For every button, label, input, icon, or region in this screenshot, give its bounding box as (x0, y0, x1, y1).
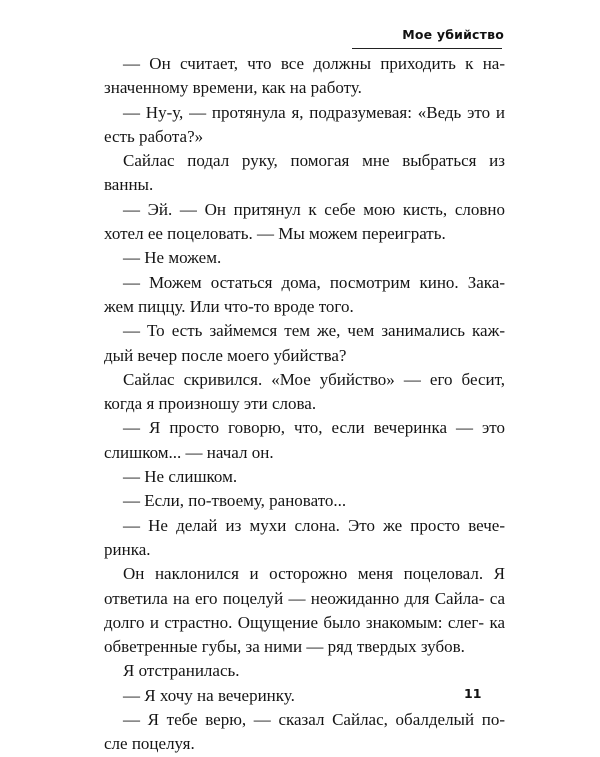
text-line: дый вечер после моего убийства? (104, 345, 347, 365)
text-line: — Эй. — Он притянул к себе мою кисть, словно (123, 199, 505, 219)
text-line: Я ответила на его поцелуй — неожиданно для Сайла- (104, 564, 505, 608)
text-line: — Я просто говорю, что, если вечеринка — это (123, 418, 505, 438)
text-line: сле поцелуя. (104, 734, 195, 754)
text-line: жем пиццу. Или что-то вроде того. (104, 296, 354, 316)
text-line: — Он считает, что все должны приходить к на- (123, 54, 505, 73)
text-block (104, 52, 505, 757)
text-line: слишком... — начал он. (104, 442, 274, 462)
paragraph (104, 319, 505, 368)
paragraph (104, 368, 505, 417)
running-head: Мое убийство (402, 27, 504, 42)
text-line: — Я тебе верю, — сказал Сайлас, обалделый по- (123, 710, 505, 730)
text-line: — Ну-у, — протянула я, подразумевая: «Ведь это (123, 102, 496, 122)
text-line: — Не слишком. (123, 467, 238, 487)
paragraph (104, 684, 505, 708)
paragraph (104, 708, 505, 757)
text-line: Сайлас скривился. «Мое убийство» — его бесит, (123, 369, 505, 389)
paragraph (104, 562, 505, 659)
text-line: — Я хочу на вечеринку. (123, 685, 295, 705)
text-line: — Если, по-твоему, рановато... (123, 491, 347, 511)
paragraph (104, 514, 505, 563)
text-line: Я отстранилась. (123, 661, 240, 681)
text-line: когда я произношу эти слова. (104, 394, 317, 414)
text-line: са долго и страстно. Ощущение было знакомым: слег- (104, 588, 506, 632)
text-line: Сайлас подал руку, помогая мне выбраться из (123, 151, 505, 171)
paragraph (104, 416, 505, 465)
paragraph (104, 271, 505, 320)
text-line: — Не можем. (123, 248, 222, 268)
text-line: — Не делай из мухи слона. Это же просто вече- (123, 515, 505, 535)
text-line: хотел ее поцеловать. — Мы можем переиграть. (104, 224, 446, 244)
paragraph (104, 149, 505, 198)
page-number: 11 (464, 686, 482, 701)
paragraph (104, 52, 505, 101)
paragraph (104, 659, 505, 683)
paragraph (104, 246, 505, 270)
header-rule (352, 48, 502, 49)
paragraph (104, 465, 505, 489)
text-line: значенному времени, как на работу. (104, 78, 362, 98)
text-line: ванны. (104, 175, 154, 195)
paragraph (104, 198, 505, 247)
text-line: — То есть займемся тем же, чем занимались каж- (123, 321, 505, 341)
text-line: Он наклонился и осторожно меня поцеловал. (123, 564, 494, 584)
text-line: — Можем остаться дома, посмотрим кино. Зака- (123, 272, 505, 292)
text-line: ринка. (104, 539, 151, 559)
paragraph (104, 489, 505, 513)
paragraph (104, 101, 505, 150)
text-line: и есть работа?» (104, 102, 505, 146)
text-line: ка обветренные губы, за ними — ряд твердых зубов. (104, 612, 505, 657)
